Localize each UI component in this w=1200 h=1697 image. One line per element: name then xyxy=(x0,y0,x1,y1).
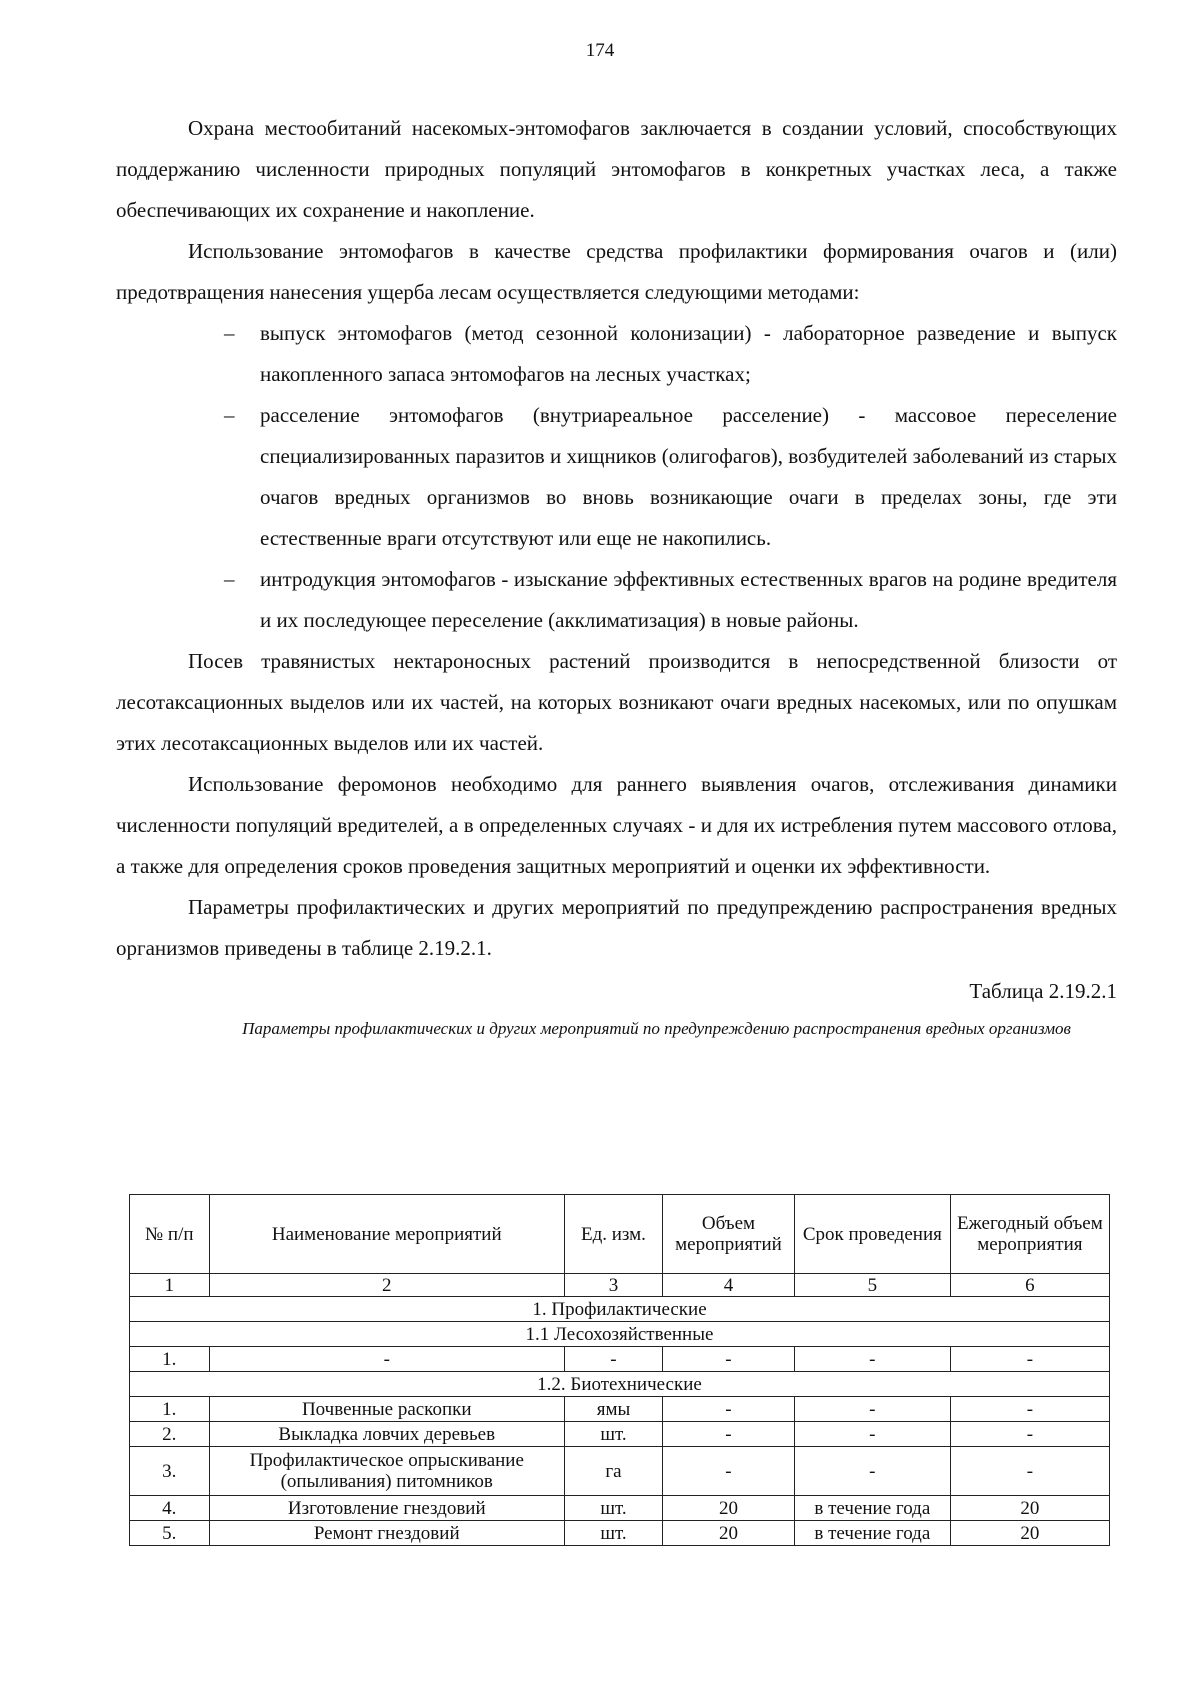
cell-volume: 20 xyxy=(663,1521,795,1546)
bullet-dash: – xyxy=(224,567,235,591)
cell-unit: шт. xyxy=(564,1496,662,1521)
column-number: 1 xyxy=(130,1274,210,1297)
column-number: 3 xyxy=(564,1274,662,1297)
list-item xyxy=(116,313,1117,395)
table-caption: Параметры профилактических и других мероприятий по предупреждению распространения вредных организмов xyxy=(242,1019,1071,1038)
list-item xyxy=(116,395,1117,559)
cell-annual: 20 xyxy=(950,1496,1109,1521)
cell-volume: - xyxy=(663,1347,795,1372)
cell-annual: - xyxy=(950,1447,1109,1496)
cell-unit: га xyxy=(564,1447,662,1496)
cell-period: - xyxy=(794,1347,950,1372)
methods-list xyxy=(116,313,1117,641)
cell-number: 5. xyxy=(130,1521,210,1546)
cell-name: Изготовление гнездовий xyxy=(209,1496,564,1521)
paragraph-pheromones: Использование феромонов необходимо для раннего выявления очагов, отслеживания динамики численности популяций вредителей, а в определенных случаях - и для их истребления путем массового отлова, а также для определения сроков проведения защитных мероприятий и оценки их эффективности. xyxy=(116,772,1117,878)
cell-number: 3. xyxy=(130,1447,210,1496)
cell-volume: 20 xyxy=(663,1496,795,1521)
section-row xyxy=(130,1372,1110,1397)
paragraph-nectar-plants: Посев травянистых нектароносных растений производится в непосредственной близости от лесотаксационных выделов или их частей, на которых возникают очаги вредных насекомых, или по опушкам этих лесотаксационных выделов или их частей. xyxy=(116,649,1117,755)
page-number: 174 xyxy=(585,40,615,61)
table-row xyxy=(130,1496,1110,1521)
cell-name: Профилактическое опрыскивание (опыливания) питомников xyxy=(209,1447,564,1496)
table-row xyxy=(130,1422,1110,1447)
cell-period: в течение года xyxy=(794,1521,950,1546)
cell-number: 4. xyxy=(130,1496,210,1521)
table-label: Таблица 2.19.2.1 xyxy=(969,979,1117,1003)
cell-unit: шт. xyxy=(564,1521,662,1546)
cell-volume: - xyxy=(663,1447,795,1496)
table-header-row xyxy=(130,1195,1110,1274)
paragraph-habitat-protection: Охрана местообитаний насекомых-энтомофагов заключается в создании условий, способствующих поддержанию численности природных популяций энтомофагов в конкретных участках леса, а также обеспечивающих их сохранение и накопление. xyxy=(116,116,1117,222)
column-number: 5 xyxy=(794,1274,950,1297)
section-row xyxy=(130,1322,1110,1347)
section-row xyxy=(130,1297,1110,1322)
column-number: 2 xyxy=(209,1274,564,1297)
table-row xyxy=(130,1447,1110,1496)
section-heading-preventive: 1. Профилактические xyxy=(130,1297,1110,1322)
cell-name: Почвенные раскопки xyxy=(209,1397,564,1422)
cell-unit: - xyxy=(564,1347,662,1372)
list-item-text: интродукция энтомофагов - изыскание эффективных естественных врагов на родине вредителя и их последующее переселение (акклиматизация) в новые районы. xyxy=(260,567,1117,632)
document-body xyxy=(116,108,1117,1046)
cell-annual: 20 xyxy=(950,1521,1109,1546)
cell-number: 1. xyxy=(130,1347,210,1372)
header-unit: Ед. изм. xyxy=(564,1195,662,1274)
header-annual-volume: Ежегодный объем мероприятия xyxy=(950,1195,1109,1274)
cell-unit: шт. xyxy=(564,1422,662,1447)
cell-number: 1. xyxy=(130,1397,210,1422)
section-heading-forestry: 1.1 Лесохозяйственные xyxy=(130,1322,1110,1347)
cell-annual: - xyxy=(950,1347,1109,1372)
list-item xyxy=(116,559,1117,641)
cell-period: - xyxy=(794,1447,950,1496)
cell-period: в течение года xyxy=(794,1496,950,1521)
cell-name: Ремонт гнездовий xyxy=(209,1521,564,1546)
header-number: № п/п xyxy=(130,1195,210,1274)
header-volume: Объем мероприятий xyxy=(663,1195,795,1274)
cell-annual: - xyxy=(950,1397,1109,1422)
paragraph-table-reference: Параметры профилактических и других мероприятий по предупреждению распространения вредных организмов приведены в таблице 2.19.2.1. xyxy=(116,895,1117,960)
cell-volume: - xyxy=(663,1422,795,1447)
cell-number: 2. xyxy=(130,1422,210,1447)
cell-name: - xyxy=(209,1347,564,1372)
table-row xyxy=(130,1521,1110,1546)
cell-period: - xyxy=(794,1397,950,1422)
cell-period: - xyxy=(794,1422,950,1447)
measures-table xyxy=(129,1194,1110,1546)
list-item-text: выпуск энтомофагов (метод сезонной колонизации) - лабораторное разведение и выпуск накопленного запаса энтомофагов на лесных участках; xyxy=(260,321,1117,386)
column-number: 4 xyxy=(663,1274,795,1297)
section-heading-biotechnical: 1.2. Биотехнические xyxy=(130,1372,1110,1397)
paragraph-entomophage-methods: Использование энтомофагов в качестве средства профилактики формирования очагов и (или) предотвращения нанесения ущерба лесам осуществляется следующими методами: xyxy=(116,239,1117,304)
column-number-row xyxy=(130,1274,1110,1297)
cell-annual: - xyxy=(950,1422,1109,1447)
table-row xyxy=(130,1347,1110,1372)
cell-volume: - xyxy=(663,1397,795,1422)
bullet-dash: – xyxy=(224,321,235,345)
bullet-dash: – xyxy=(224,403,235,427)
list-item-text: расселение энтомофагов (внутриареальное расселение) - массовое переселение специализированных паразитов и хищников (олигофагов), возбудителей заболеваний из старых очагов вредных организмов во вновь возникающие очаги в пределах зоны, где эти естественные враги отсутствуют или еще не накопились. xyxy=(260,403,1117,550)
table-row xyxy=(130,1397,1110,1422)
cell-unit: ямы xyxy=(564,1397,662,1422)
column-number: 6 xyxy=(950,1274,1109,1297)
header-period: Срок проведения xyxy=(794,1195,950,1274)
header-measure-name: Наименование мероприятий xyxy=(209,1195,564,1274)
cell-name: Выкладка ловчих деревьев xyxy=(209,1422,564,1447)
